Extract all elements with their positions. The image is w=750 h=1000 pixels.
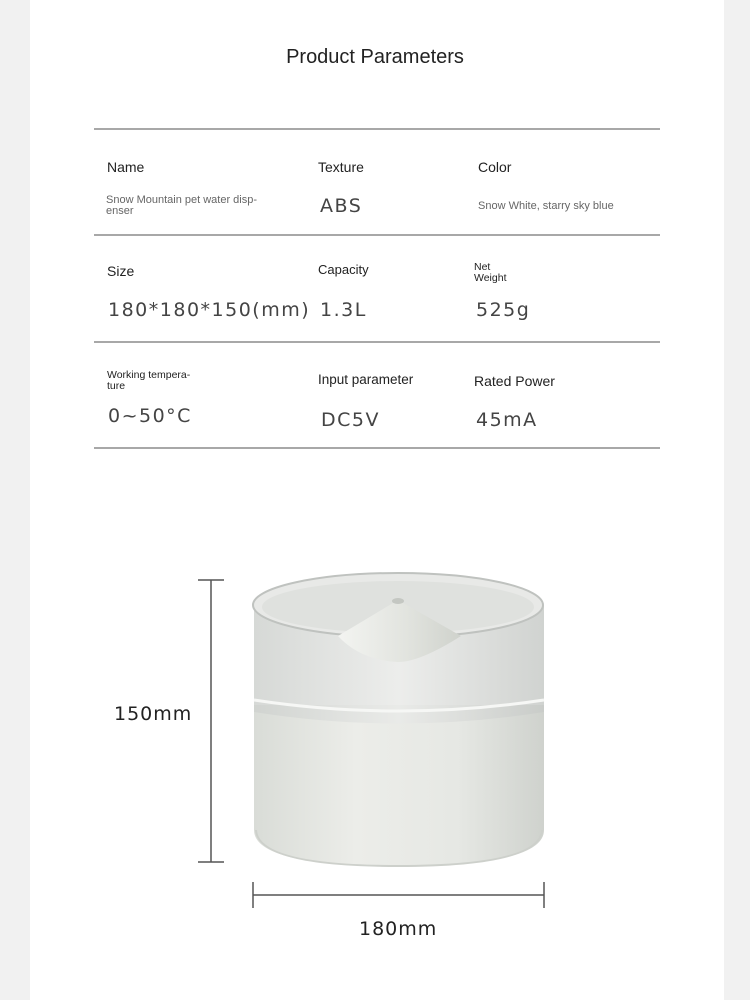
texture-label: Texture (318, 159, 364, 175)
width-dimension-label: 180mm (359, 918, 438, 940)
working-temperature-label: Working tempera-ture (107, 369, 191, 392)
color-label: Color (478, 159, 512, 175)
size-label: Size (107, 263, 135, 279)
capacity-value: 1.3L (320, 299, 367, 321)
capacity-label: Capacity (318, 262, 369, 277)
input-parameter-label: Input parameter (318, 372, 414, 387)
page-title: Product Parameters (286, 46, 464, 68)
input-parameter-value: DC5V (321, 409, 380, 431)
height-dimension-label: 150mm (114, 703, 193, 725)
dispenser-base (254, 705, 544, 866)
size-value: 180*180*150(mm) (108, 299, 311, 321)
name-value: Snow Mountain pet water disp-enser (106, 194, 258, 217)
name-label: Name (107, 159, 145, 175)
water-outlet (392, 598, 404, 604)
texture-value: ABS (320, 195, 363, 217)
rated-power-label: Rated Power (474, 373, 555, 389)
color-value: Snow White, starry sky blue (478, 200, 614, 212)
working-temperature-value: 0~50°C (108, 405, 192, 427)
net-weight-label: Net Weight (474, 261, 507, 284)
net-weight-value: 525g (476, 299, 531, 321)
rated-power-value: 45mA (476, 409, 538, 431)
